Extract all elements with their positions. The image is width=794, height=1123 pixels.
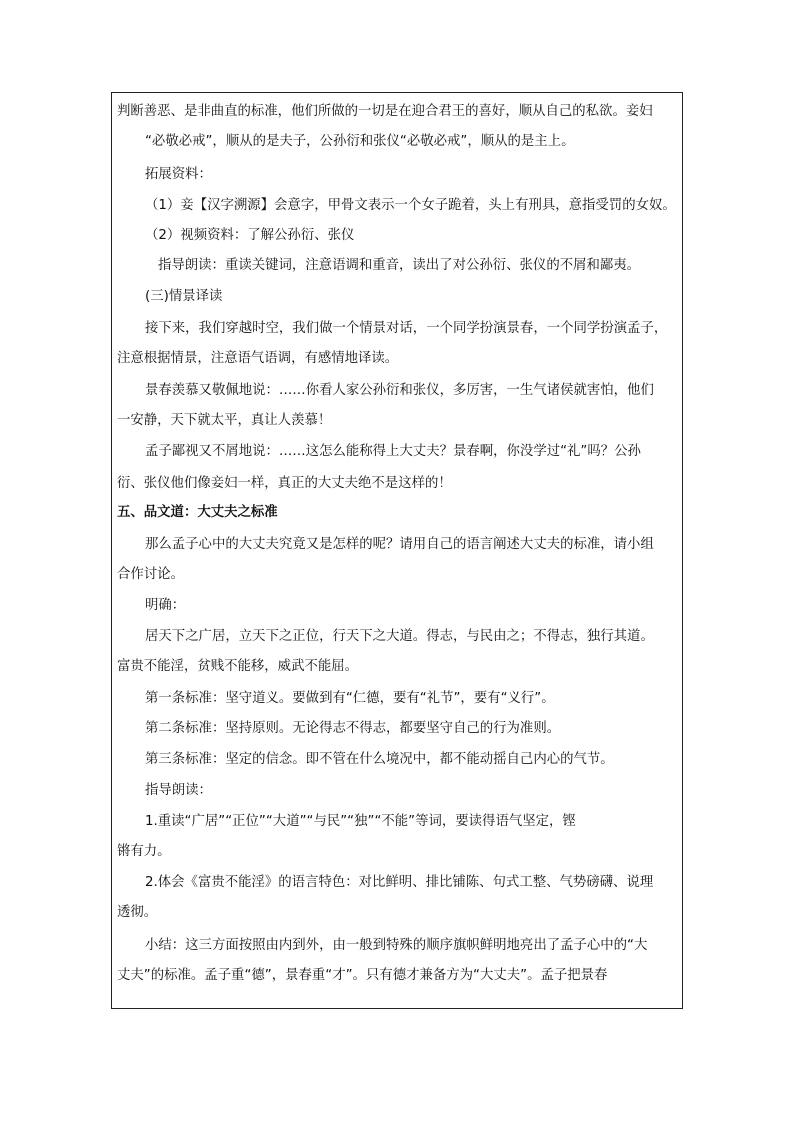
text-line: “必敬必戒”，顺从的是夫子，公孙衍和张仪“必敬必戒”，顺从的是主上。 [145,134,575,149]
text-line: 富贵不能淫，贫贱不能移，威武不能屈。 [117,659,359,674]
text-line: 小结：这三方面按照由内到外，由一般到特殊的顺序旗帜鲜明地亮出了孟子心中的“大 [145,938,648,953]
text-line: 第一条标准：坚守道义。要做到有“仁德，要有“礼节”，要有“义行”。 [145,691,555,706]
text-line: 第二条标准：坚持原则。无论得志不得志，都要坚守自己的行为准则。 [145,721,561,736]
text-line: 合作讨论。 [117,567,184,582]
text-line: （2）视频资料：了解公孙衍、张仪 [145,228,355,243]
text-line: 注意根据情景，注意语气语调，有感情地译读。 [117,351,399,366]
text-line: （1）妾【汉字溯源】会意字，甲骨文表示一个女子跪着，头上有刑具，意指受罚的女奴。 [145,198,676,213]
text-line: 那么孟子心中的大丈夫究竟又是怎样的呢？请用自己的语言阐述大丈夫的标准，请小组 [145,537,654,552]
text-line: 透彻。 [117,905,158,920]
section-heading: 五、品文道：大丈夫之标准 [117,505,278,520]
text-line: 居天下之广居，立天下之正位，行天下之大道。得志，与民由之；不得志，独行其道。 [145,629,654,644]
text-line: 判断善恶、是非曲直的标准，他们所做的一切是在迎合君王的喜好，顺从自己的私欲。妾妇 [117,104,653,119]
text-line: 衍、张仪他们像妾妇一样，真正的大丈夫绝不是这样的！ [117,476,452,491]
text-line: 指导朗读：重读关键词，注意语调和重音，读出了对公孙衍、张仪的不屑和鄙夷。 [158,258,641,273]
text-line: 丈夫”的标准。孟子重“德”，景春重“才”。只有德才兼备方为“大丈夫”。孟子把景春 [117,968,608,983]
text-line: 锵有力。 [117,844,171,859]
text-line: 第三条标准：坚定的信念。即不管在什么境况中，都不能动摇自己内心的气节。 [145,752,614,767]
text-line: 明确： [145,598,186,613]
content-table-cell [111,92,683,1009]
text-line: 2.体会《富贵不能淫》的语言特色：对比鲜明、排比铺陈、句式工整、气势磅礴、说理 [145,875,654,890]
text-line: 孟子鄙视又不屑地说：……这怎么能称得上大丈夫？景春啊，你没学过“礼”吗？公孙 [145,444,641,459]
text-line: 1.重读“广居”“正位”“大道”“与民”“独”“不能”等词，要读得语气坚定，铿 [145,814,576,829]
text-line: 接下来，我们穿越时空，我们做一个情景对话，一个同学扮演景春，一个同学扮演孟子， [145,321,668,336]
text-line: 指导朗读： [145,783,212,798]
text-line: 一安静，天下就太平，真让人羡慕！ [117,413,332,428]
text-line: 景春羡慕又敬佩地说：……你看人家公孙衍和张仪，多厉害，一生气诸侯就害怕，他们 [145,383,654,398]
text-line: 拓展资料： [145,167,212,182]
text-line: (三)情景译读 [145,289,223,304]
